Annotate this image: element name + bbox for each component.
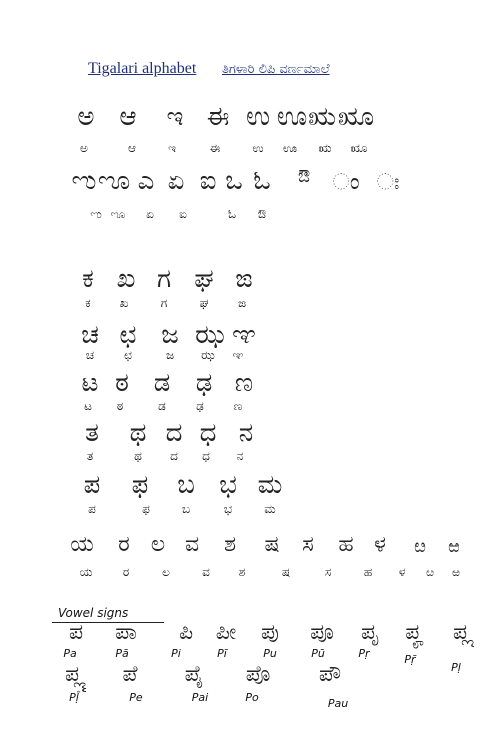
kannada-label: ಙ bbox=[237, 296, 247, 310]
kannada-label: ಞ bbox=[232, 348, 244, 362]
tigalari-glyph: ಱ bbox=[448, 536, 460, 557]
tigalari-glyph: ಸ bbox=[302, 532, 314, 557]
kannada-label: ಠ bbox=[116, 399, 124, 413]
tigalari-glyph: ಎ bbox=[137, 166, 155, 196]
transliteration-label: Pi bbox=[171, 647, 181, 660]
kannada-label: ಬ bbox=[181, 502, 191, 516]
tigalari-glyph: ಪು bbox=[261, 620, 279, 645]
tigalari-glyph: ಚ bbox=[81, 320, 99, 350]
tigalari-glyph: ಹ bbox=[338, 532, 354, 557]
tigalari-glyph: ಪ bbox=[83, 470, 101, 500]
tigalari-glyph: ಠ bbox=[115, 368, 129, 398]
transliteration-label: Pu bbox=[263, 647, 277, 660]
tigalari-glyph: ಳ bbox=[374, 532, 386, 557]
kannada-label: ಳ bbox=[398, 565, 406, 579]
vowel-signs-heading: Vowel signs bbox=[58, 606, 129, 620]
tigalari-glyph: ಏ bbox=[167, 166, 185, 196]
kannada-label: ಶ bbox=[238, 565, 246, 579]
tigalari-glyph: ಪಾ bbox=[115, 620, 137, 645]
kannada-label: ಱ bbox=[452, 565, 460, 579]
tigalari-glyph: ಪೀ bbox=[215, 620, 237, 645]
transliteration-label: Pḷ bbox=[451, 661, 461, 674]
tigalari-glyph: ಪೈ bbox=[184, 662, 204, 687]
transliteration-label: Pī bbox=[217, 647, 227, 660]
tigalari-glyph: ಒ bbox=[225, 166, 243, 196]
tigalari-glyph: ಧ bbox=[199, 418, 217, 448]
tigalari-glyph: ಣ bbox=[234, 368, 254, 398]
kannada-label: ಲ bbox=[162, 565, 170, 579]
kannada-label: ಉ bbox=[252, 141, 264, 155]
tigalari-glyph: ಪೆ bbox=[122, 662, 138, 687]
kannada-label: ಐ bbox=[179, 207, 187, 221]
transliteration-label: Pa bbox=[63, 647, 77, 660]
tigalari-glyph: ಊ bbox=[276, 102, 308, 132]
tigalari-glyph: ೠ bbox=[337, 102, 375, 132]
tigalari-glyph: ಯ bbox=[70, 532, 94, 557]
tigalari-glyph: ಘ bbox=[194, 264, 214, 294]
kannada-label: ಛ bbox=[124, 348, 132, 362]
tigalari-glyph: ಪೄ bbox=[405, 620, 423, 645]
kannada-label: ಗ bbox=[160, 296, 168, 310]
kannada-label: ಮ bbox=[264, 502, 276, 516]
transliteration-label: Pṛ bbox=[358, 647, 370, 660]
kannada-label: ಓ bbox=[227, 207, 237, 221]
transliteration-label: Pau bbox=[327, 697, 349, 710]
title-english: Tigalari alphabet bbox=[88, 60, 197, 77]
kannada-label: ಢ bbox=[196, 399, 204, 413]
tigalari-glyph: ಝ bbox=[195, 320, 225, 350]
kannada-label: ದ bbox=[170, 449, 178, 463]
tigalari-glyph: ಪೌ bbox=[318, 662, 342, 687]
tigalari-glyph: ಛ bbox=[119, 320, 137, 350]
tigalari-glyph: ೞ bbox=[414, 536, 426, 557]
kannada-label: ವ bbox=[202, 565, 210, 579]
title-kannada: ತಿಗಳಾರಿ ಲಿಪಿ ವರ್ಣಮಾಲೆ bbox=[222, 62, 330, 77]
transliteration-label: Pe bbox=[129, 691, 143, 704]
kannada-label: ಧ bbox=[202, 449, 210, 463]
kannada-label: ಆ bbox=[128, 141, 136, 155]
transliteration-label: Pā bbox=[115, 647, 129, 660]
kannada-label: ನ bbox=[236, 449, 244, 463]
tigalari-glyph: ಌ bbox=[71, 166, 97, 196]
tigalari-glyph: ಞ bbox=[232, 320, 256, 350]
kannada-label: ಈ bbox=[209, 141, 221, 155]
tigalari-glyph: ಇ bbox=[166, 102, 184, 132]
transliteration-label: Po bbox=[245, 691, 259, 704]
tigalari-glyph: ಃ bbox=[376, 170, 400, 195]
kannada-label: ಜ bbox=[165, 348, 175, 362]
tigalari-glyph: ಉ bbox=[245, 102, 271, 132]
tigalari-glyph: ಪೂ bbox=[310, 620, 334, 645]
kannada-label: ಟ bbox=[84, 399, 92, 413]
tigalari-glyph: ಅ bbox=[77, 102, 95, 132]
tigalari-glyph: ಜ bbox=[161, 320, 179, 350]
kannada-label: ಅ bbox=[80, 141, 88, 155]
tigalari-glyph: ಪಿ bbox=[178, 620, 194, 645]
tigalari-glyph: ನ bbox=[238, 418, 254, 448]
tigalari-glyph: ಥ bbox=[129, 418, 147, 448]
kannada-label: ಣ bbox=[233, 399, 243, 413]
tigalari-glyph: ವ bbox=[184, 532, 200, 557]
kannada-label: ಷ bbox=[281, 565, 291, 579]
transliteration-label: Pū bbox=[311, 647, 325, 660]
tigalari-glyph: ಡ bbox=[153, 368, 171, 398]
kannada-label: ಝ bbox=[201, 348, 215, 362]
tigalari-glyph: ಕ bbox=[82, 264, 94, 294]
kannada-label: ಹ bbox=[363, 565, 373, 579]
kannada-label: ಯ bbox=[79, 565, 93, 579]
tigalari-glyph: ಪೊ bbox=[245, 662, 271, 687]
kannada-label: ಚ bbox=[85, 348, 95, 362]
kannada-label: ಭ bbox=[223, 502, 233, 516]
tigalari-glyph: ಪ bbox=[68, 620, 84, 645]
kannada-label: ರ bbox=[122, 565, 130, 579]
kannada-label: ಥ bbox=[134, 449, 142, 463]
tigalari-glyph: ಔ bbox=[297, 166, 311, 187]
tigalari-glyph: ಐ bbox=[199, 166, 217, 196]
tigalari-glyph: ದ bbox=[165, 418, 183, 448]
kannada-label: ೠ bbox=[350, 141, 368, 155]
tigalari-glyph: ಋ bbox=[308, 102, 336, 132]
tigalari-glyph: ಪೢ bbox=[452, 620, 468, 645]
tigalari-glyph: ಫ bbox=[131, 470, 149, 500]
tigalari-glyph: ಗ bbox=[156, 264, 172, 294]
transliteration-label: Pṝ bbox=[404, 653, 416, 666]
tigalari-glyph: ಮ bbox=[257, 470, 283, 500]
tigalari-glyph: ಆ bbox=[119, 102, 137, 132]
kannada-label: ಔ bbox=[257, 207, 267, 221]
tigalari-glyph: ಙ bbox=[235, 264, 253, 294]
tigalari-glyph: ಈ bbox=[206, 102, 230, 132]
tigalari-glyph: ರ bbox=[118, 532, 130, 557]
tigalari-glyph: ಢ bbox=[195, 368, 213, 398]
kannada-label: ಋ bbox=[318, 141, 332, 155]
tigalari-glyph: ಟ bbox=[81, 368, 99, 398]
transliteration-label: Pai bbox=[191, 691, 209, 704]
transliteration-label: Pḹ bbox=[69, 691, 79, 704]
tigalari-glyph: ಲ bbox=[150, 532, 166, 557]
tigalari-glyph: ಪೣ bbox=[64, 662, 80, 687]
kannada-label: ಇ bbox=[168, 141, 176, 155]
kannada-label: ಏ bbox=[146, 207, 154, 221]
tigalari-glyph: ಓ bbox=[253, 166, 271, 196]
kannada-label: ಫ bbox=[142, 502, 150, 516]
kannada-label: ತ bbox=[86, 449, 94, 463]
tigalari-glyph: ತ bbox=[85, 418, 99, 448]
kannada-label: ೡ bbox=[110, 207, 126, 221]
tigalari-glyph: ಶ bbox=[223, 532, 237, 557]
kannada-label: ಊ bbox=[282, 141, 298, 155]
kannada-label: ಌ bbox=[90, 207, 102, 221]
tigalari-glyph: ಷ bbox=[264, 532, 280, 557]
kannada-label: ಪ bbox=[88, 502, 96, 516]
kannada-label: ಕ bbox=[85, 296, 91, 310]
tigalari-glyph: ಪೃ bbox=[360, 620, 380, 645]
tigalari-glyph: ಭ bbox=[219, 470, 237, 500]
tigalari-glyph: ಬ bbox=[177, 470, 195, 500]
tigalari-glyph: ಖ bbox=[116, 264, 136, 294]
kannada-label: ಖ bbox=[119, 296, 129, 310]
tigalari-glyph: ಂ bbox=[332, 170, 360, 195]
kannada-label: ೞ bbox=[426, 565, 434, 579]
kannada-label: ಘ bbox=[199, 296, 209, 310]
tigalari-glyph: ೡ bbox=[97, 166, 131, 196]
kannada-label: ಸ bbox=[324, 565, 332, 579]
kannada-label: ಡ bbox=[158, 399, 166, 413]
